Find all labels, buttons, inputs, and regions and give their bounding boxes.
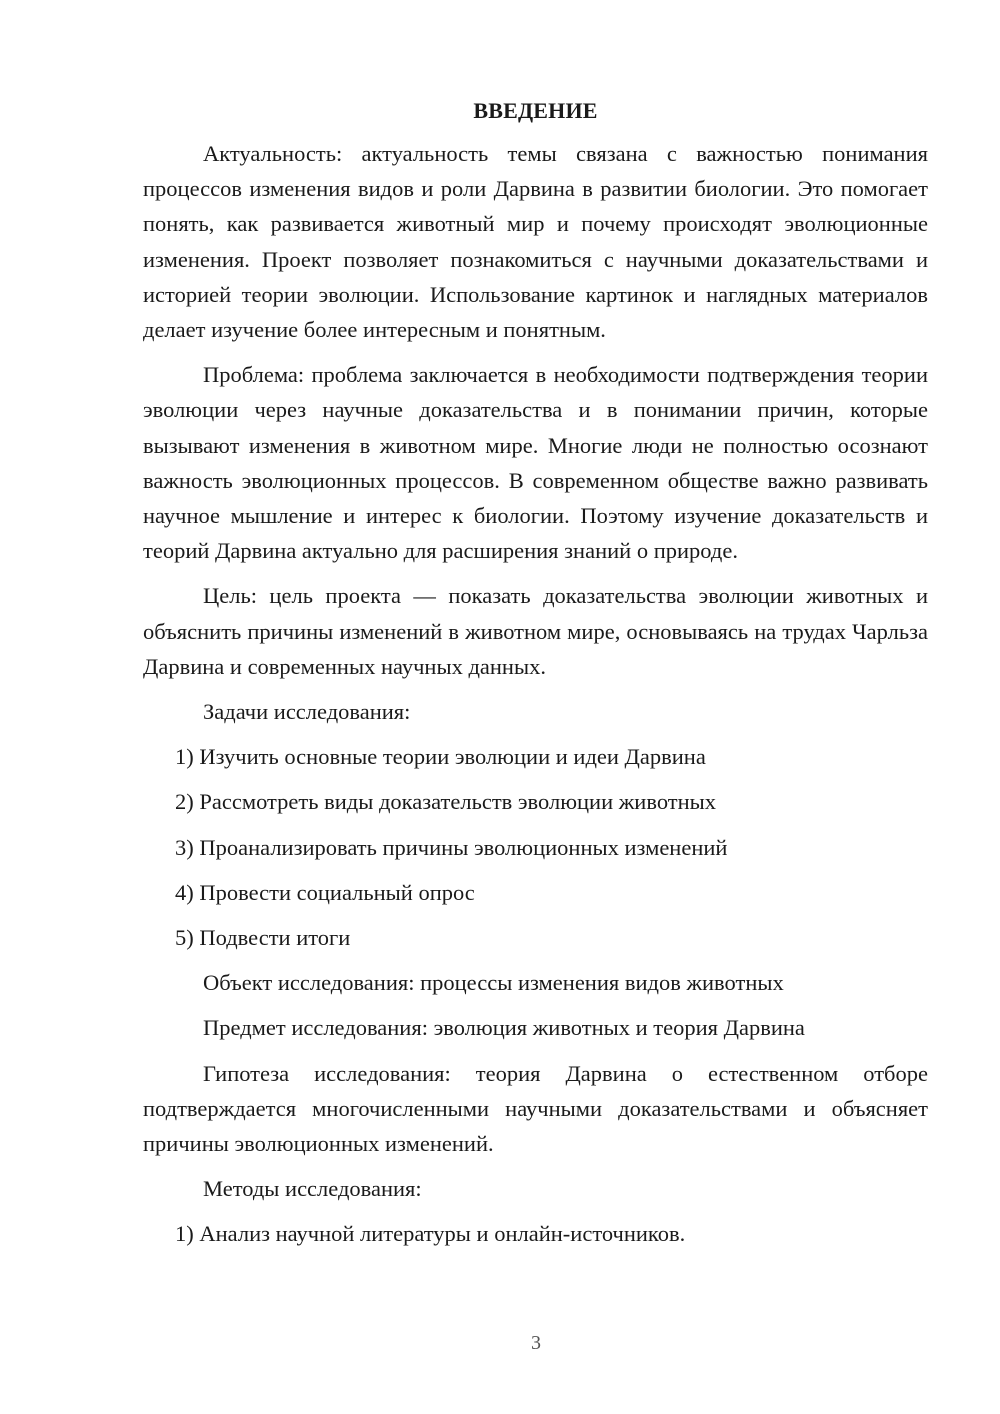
task-item: 1) Изучить основные теории эволюции и идеи Дарвина [175,744,706,770]
method-item: 1) Анализ научной литературы и онлайн-источников. [175,1221,686,1247]
research-object: Объект исследования: процессы изменения видов животных [203,970,784,996]
tasks-label: Задачи исследования: [203,699,411,725]
hypothesis-paragraph: Гипотеза исследования: теория Дарвина о естественном отборе подтверждается многочисленными научными доказательствами и объясняет причины эволюционных изменений. [143,1060,928,1157]
page-content [143,96,928,1262]
methods-label: Методы исследования: [203,1176,422,1202]
task-item: 2) Рассмотреть виды доказательств эволюции животных [175,789,717,815]
problem-paragraph: Проблема: проблема заключается в необходимости подтверждения теории эволюции через научные доказательства и в понимании причин, которые вызывают изменения в животном мире. Многие люди не полностью осознают важность эволюционных процессов. В современном обществе важно развивать научное мышление и интерес к биологии. Поэтому изучение доказательств и теорий Дарвина актуально для расширения знаний о природе. [143,362,928,564]
section-heading: ВВЕДЕНИЕ [473,98,598,123]
research-subject: Предмет исследования: эволюция животных и теория Дарвина [203,1015,805,1041]
task-item: 3) Проанализировать причины эволюционных изменений [175,834,728,860]
page-number: 3 [531,1332,541,1354]
goal-paragraph: Цель: цель проекта — показать доказательства эволюции животных и объяснить причины изменений в животном мире, основываясь на трудах Чарльза Дарвина и современных научных данных. [143,583,928,679]
task-item: 5) Подвести итоги [175,925,351,951]
task-item: 4) Провести социальный опрос [175,879,475,905]
relevance-paragraph: Актуальность: актуальность темы связана с важностью понимания процессов изменения видов и роли Дарвина в развитии биологии. Это помогает понять, как развивается животный мир и почему происходят эволюционные изменения. Проект позволяет познакомиться с научными доказательствами и историей теории эволюции. Использование картинок и наглядных материалов делает изучение более интересным и понятным. [143,141,928,343]
